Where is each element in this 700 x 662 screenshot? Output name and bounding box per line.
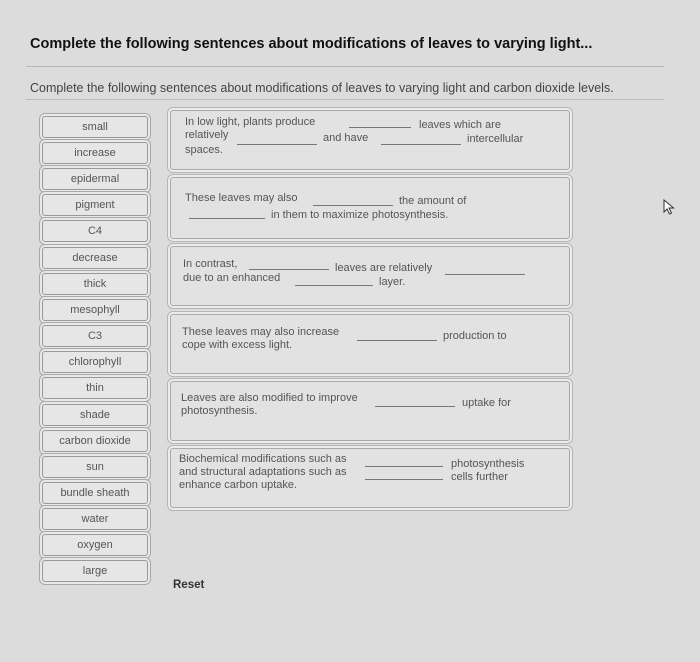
word-tile-pigment[interactable]: pigment: [42, 194, 148, 216]
s6-blank-2[interactable]: [365, 479, 443, 480]
s2-text-a: These leaves may also: [185, 192, 298, 204]
word-tile-bundle-sheath[interactable]: bundle sheath: [42, 482, 148, 504]
s6-blank-1[interactable]: [365, 466, 443, 467]
sentence-box-1: [170, 110, 570, 170]
s4-text-a: These leaves may also increase: [182, 326, 340, 338]
mouse-pointer-icon: [663, 199, 677, 215]
s6-text-d: cells further: [451, 471, 508, 483]
word-tile-increase[interactable]: increase: [42, 142, 148, 164]
s2-blank-2[interactable]: [189, 218, 265, 219]
s3-blank-2[interactable]: [445, 274, 525, 275]
word-tile-epidermal[interactable]: epidermal: [42, 168, 148, 190]
s1-blank-1[interactable]: [349, 127, 411, 128]
s3-text-d: layer.: [379, 276, 406, 288]
s4-blank-1[interactable]: [357, 340, 437, 341]
s1-blank-3[interactable]: [381, 144, 461, 145]
s1-text-f: spaces.: [185, 144, 223, 156]
word-tile-c4[interactable]: C4: [42, 220, 148, 242]
word-tile-thin[interactable]: thin: [42, 377, 148, 399]
word-tile-shade[interactable]: shade: [42, 404, 148, 426]
word-tile-water[interactable]: water: [42, 508, 148, 530]
s5-text-a: Leaves are also modified to improve: [181, 392, 358, 404]
s1-blank-2[interactable]: [237, 144, 317, 145]
s6-text-c: and structural adaptations such as: [179, 466, 347, 478]
sentence-box-6: [170, 448, 570, 508]
s5-blank-1[interactable]: [375, 406, 455, 407]
s6-text-b: photosynthesis: [451, 458, 525, 470]
sentence-box-3: [170, 246, 570, 306]
word-tile-decrease[interactable]: decrease: [42, 247, 148, 269]
word-tile-chlorophyll[interactable]: chlorophyll: [42, 351, 148, 373]
word-tile-sun[interactable]: sun: [42, 456, 148, 478]
page-title: Complete the following sentences about modifications of leaves to varying light...: [30, 36, 593, 52]
s2-text-c: in them to maximize photosynthesis.: [271, 209, 449, 221]
s3-blank-3[interactable]: [295, 285, 373, 286]
s1-text-d: and have: [323, 132, 369, 144]
s5-text-c: photosynthesis.: [181, 405, 258, 417]
title-divider: [26, 66, 664, 67]
s3-text-c: due to an enhanced: [183, 272, 281, 284]
instructions: Complete the following sentences about modifications of leaves to varying light and carbon dioxide levels.: [30, 81, 614, 95]
s1-text-c: relatively: [185, 129, 229, 141]
word-tile-mesophyll[interactable]: mesophyll: [42, 299, 148, 321]
s6-text-e: enhance carbon uptake.: [179, 479, 298, 491]
s5-text-b: uptake for: [462, 397, 511, 409]
reset-button[interactable]: Reset: [173, 579, 205, 591]
s4-text-b: production to: [443, 330, 507, 342]
word-tile-large[interactable]: large: [42, 560, 148, 582]
s1-text-b: leaves which are: [419, 119, 501, 131]
s3-blank-1[interactable]: [249, 269, 329, 270]
sentence-box-5: [170, 381, 570, 441]
s4-text-c: cope with excess light.: [182, 339, 293, 351]
sentence-box-2: [170, 177, 570, 239]
sentence-box-4: [170, 314, 570, 374]
s6-text-a: Biochemical modifications such as: [179, 453, 347, 465]
word-tile-thick[interactable]: thick: [42, 273, 148, 295]
s2-blank-1[interactable]: [313, 205, 393, 206]
s1-text-a: In low light, plants produce: [185, 116, 316, 128]
instructions-divider: [26, 99, 664, 100]
word-tile-c3[interactable]: C3: [42, 325, 148, 347]
s3-text-a: In contrast,: [183, 258, 238, 270]
word-tile-carbon-dioxide[interactable]: carbon dioxide: [42, 430, 148, 452]
s2-text-b: the amount of: [399, 195, 467, 207]
s3-text-b: leaves are relatively: [335, 262, 433, 274]
s1-text-e: intercellular: [467, 133, 524, 145]
word-tile-small[interactable]: small: [42, 116, 148, 138]
word-tile-oxygen[interactable]: oxygen: [42, 534, 148, 556]
